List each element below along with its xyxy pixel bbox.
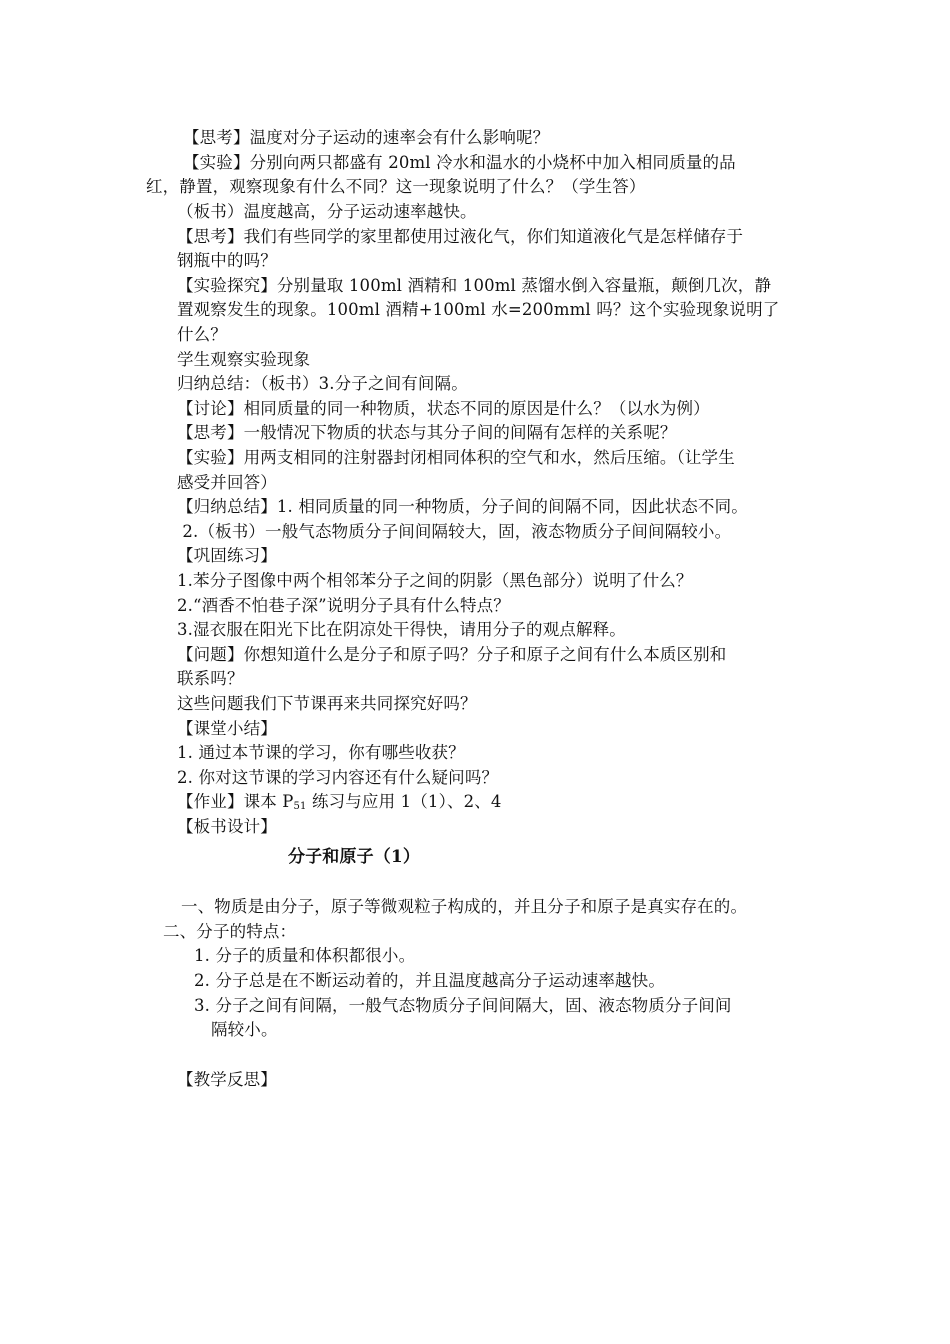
conclusion-line-2: 2.（板书）一般气态物质分子间间隔较大，固，液态物质分子间间隔较小。	[177, 522, 732, 541]
syringe-experiment-line-1: 【实验】用两支相同的注射器封闭相同体积的空气和水，然后压缩。（让学生	[177, 448, 735, 467]
think-temperature-line: 【思考】温度对分子运动的速率会有什么影响呢？	[183, 128, 550, 147]
practice-heading: 【巩固练习】	[177, 546, 277, 565]
board-point-1: 一、物质是由分子，原子等微观粒子构成的，并且分子和原子是真实存在的。	[181, 897, 748, 916]
homework-line	[177, 791, 502, 813]
summary-gap-line: 归纳总结：（板书）3.分子之间有间隔。	[177, 374, 468, 393]
class-summary-item-1: 1. 通过本节课的学习，你有哪些收获？	[177, 743, 465, 762]
next-lesson-line: 这些问题我们下节课再来共同探究好吗？	[177, 694, 477, 713]
explore-line-2: 置观察发生的现象。100ml 酒精+100ml 水=200mml 吗？这个实验现象说明了	[177, 300, 780, 319]
think-state-line: 【思考】一般情况下物质的状态与其分子间的间隔有怎样的关系呢？	[177, 423, 677, 442]
board-subpoint-3-line-2: 隔较小。	[211, 1020, 278, 1039]
question-line-1: 【问题】你想知道什么是分子和原子吗？分子和原子之间有什么本质区别和	[177, 645, 727, 664]
board-subpoint-2: 2. 分子总是在不断运动着的，并且温度越高分子运动速率越快。	[194, 971, 665, 990]
explore-line-1: 【实验探究】分别量取 100ml 酒精和 100ml 蒸馏水倒入容量瓶，颠倒几次，静	[177, 276, 772, 295]
conclusion-line-1: 【归纳总结】1. 相同质量的同一种物质，分子间的间隔不同，因此状态不同。	[177, 497, 748, 516]
discussion-line: 【讨论】相同质量的同一种物质，状态不同的原因是什么？（以水为例）	[177, 399, 710, 418]
reflection-heading: 【教学反思】	[177, 1070, 277, 1089]
board-point-2: 二、分子的特点：	[163, 922, 297, 941]
board-title: 分子和原子（1）	[288, 847, 421, 867]
practice-question-1: 1.苯分子图像中两个相邻苯分子之间的阴影（黑色部分）说明了什么？	[177, 571, 693, 590]
homework-suffix: 练习与应用 1（1）、2、4	[306, 792, 502, 811]
experiment-line-1: 【实验】分别向两只都盛有 20ml 冷水和温水的小烧杯中加入相同质量的品	[183, 153, 736, 172]
practice-question-3: 3.湿衣服在阳光下比在阴凉处干得快，请用分子的观点解释。	[177, 620, 626, 639]
homework-prefix: 【作业】课本 P	[177, 792, 294, 811]
think-gas-line-2: 钢瓶中的吗？	[177, 251, 277, 270]
board-subpoint-1: 1. 分子的质量和体积都很小。	[194, 946, 416, 965]
class-summary-heading: 【课堂小结】	[177, 719, 277, 738]
syringe-experiment-line-2: 感受并回答）	[177, 473, 277, 492]
board-design-heading: 【板书设计】	[177, 817, 277, 836]
board-subpoint-3-line-1: 3. 分子之间有间隔，一般气态物质分子间间隔大，固、液态物质分子间间	[194, 996, 732, 1015]
homework-page-subscript: 51	[293, 801, 307, 812]
class-summary-item-2: 2. 你对这节课的学习内容还有什么疑问吗？	[177, 768, 499, 787]
question-line-2: 联系吗？	[177, 669, 244, 688]
explore-line-3: 什么？	[177, 325, 227, 344]
observe-line: 学生观察实验现象	[177, 350, 311, 369]
practice-question-2: 2.“酒香不怕巷子深”说明分子具有什么特点？	[177, 596, 510, 615]
think-gas-line-1: 【思考】我们有些同学的家里都使用过液化气，你们知道液化气是怎样储存于	[177, 227, 744, 246]
board-note-temperature: （板书）温度越高，分子运动速率越快。	[177, 202, 477, 221]
experiment-line-2: 红，静置，观察现象有什么不同？这一现象说明了什么？（学生答）	[146, 177, 646, 196]
